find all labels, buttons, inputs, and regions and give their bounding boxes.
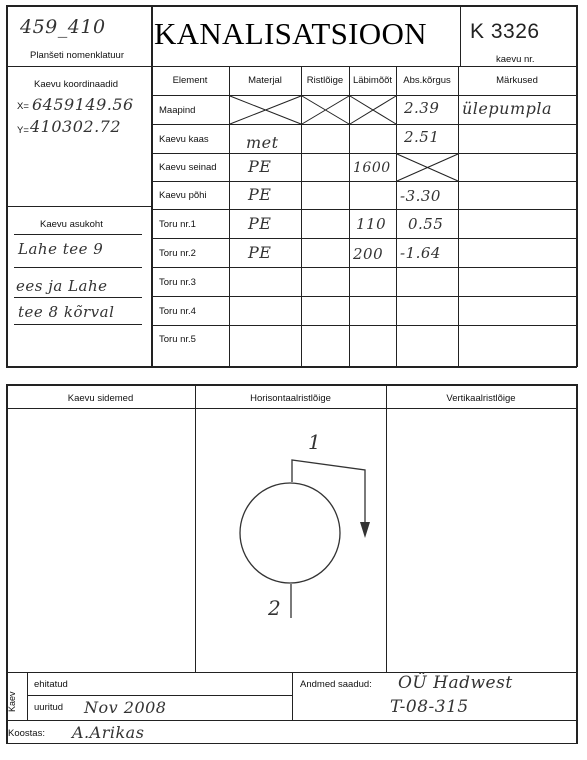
built-label: ehitatud (34, 679, 68, 690)
y-value: 410302.72 (30, 117, 122, 136)
x-value: 6459149.56 (32, 95, 134, 114)
row-material-1: met (246, 133, 279, 152)
data-from-label: Andmed saadud: (300, 679, 372, 690)
pipe-2-label: 2 (268, 596, 282, 620)
row-material-4: PE (248, 214, 272, 233)
row-element-4: Toru nr.1 (159, 219, 196, 230)
pipe-1-label: 1 (308, 430, 322, 454)
surveyed-label: uuritud (34, 702, 64, 713)
page-title: KANALISATSIOON (154, 16, 427, 51)
location-label: Kaevu asukoht (40, 219, 103, 230)
sheet-label: Planšeti nomenklatuur (30, 50, 124, 61)
row-element-8: Toru nr.5 (159, 334, 196, 345)
header-material: Materjal (248, 75, 282, 86)
row-material-2: PE (248, 157, 272, 176)
row-notes-0: ülepumpla (462, 99, 553, 118)
location-line-2: ees ja Lahe (16, 277, 108, 295)
header-section: Ristlõige (306, 75, 344, 86)
horizontal-section-label: Horisontaalristlõige (250, 393, 331, 404)
row-element-2: Kaevu seinad (159, 162, 217, 173)
row-element-6: Toru nr.3 (159, 277, 196, 288)
row-abs-5: -1.64 (400, 244, 441, 262)
row-material-3: PE (248, 185, 272, 204)
header-notes: Märkused (496, 75, 538, 86)
row-diameter-5: 200 (353, 245, 384, 263)
sheet-number: 459_410 (20, 16, 106, 38)
data-from-value-2: T-08-315 (390, 697, 469, 717)
y-label: Y= (17, 125, 29, 136)
row-material-5: PE (248, 243, 272, 262)
composed-value: A.Arikas (72, 723, 145, 742)
data-from-value-1: OÜ Hadwest (398, 673, 513, 693)
row-diameter-4: 110 (356, 215, 387, 233)
row-element-0: Maapind (159, 105, 196, 116)
flow-arrow-icon (360, 522, 370, 538)
header-element: Element (172, 75, 208, 86)
row-abs-3: -3.30 (400, 187, 441, 205)
row-abs-0: 2.39 (404, 99, 440, 117)
row-element-1: Kaevu kaas (159, 134, 209, 145)
pipe-1-line (292, 460, 365, 532)
row-abs-4: 0.55 (408, 215, 444, 233)
row-element-5: Toru nr.2 (159, 248, 196, 259)
well-number: K 3326 (470, 20, 540, 43)
footer-bottom-line (6, 720, 577, 721)
kaev-label: Kaev (7, 691, 17, 712)
composed-label: Koostas: (8, 728, 45, 739)
header-abs: Abs.kõrgus (403, 75, 451, 86)
row-abs-1: 2.51 (404, 128, 440, 146)
footer-inner-line (27, 695, 293, 696)
footer-frame-bottom (6, 743, 577, 744)
row-element-7: Toru nr.4 (159, 306, 196, 317)
kaev-sep (27, 672, 28, 720)
footer-mid-sep (292, 672, 293, 720)
location-line-3: tee 8 kõrval (18, 303, 115, 321)
coordinates-label: Kaevu koordinaadid (34, 79, 118, 90)
row-element-3: Kaevu põhi (159, 190, 207, 201)
well-number-label: kaevu nr. (496, 54, 535, 65)
row-diameter-2: 1600 (353, 160, 391, 176)
surveyed-value: Nov 2008 (84, 698, 167, 717)
vertical-section-label: Vertikaalristlõige (446, 393, 516, 404)
x-label: X= (17, 101, 29, 112)
location-line-1: Lahe tee 9 (18, 240, 104, 258)
header-diameter: Läbimõõt (352, 75, 393, 86)
connections-label: Kaevu sidemed (67, 393, 134, 404)
well-circle (240, 483, 340, 583)
